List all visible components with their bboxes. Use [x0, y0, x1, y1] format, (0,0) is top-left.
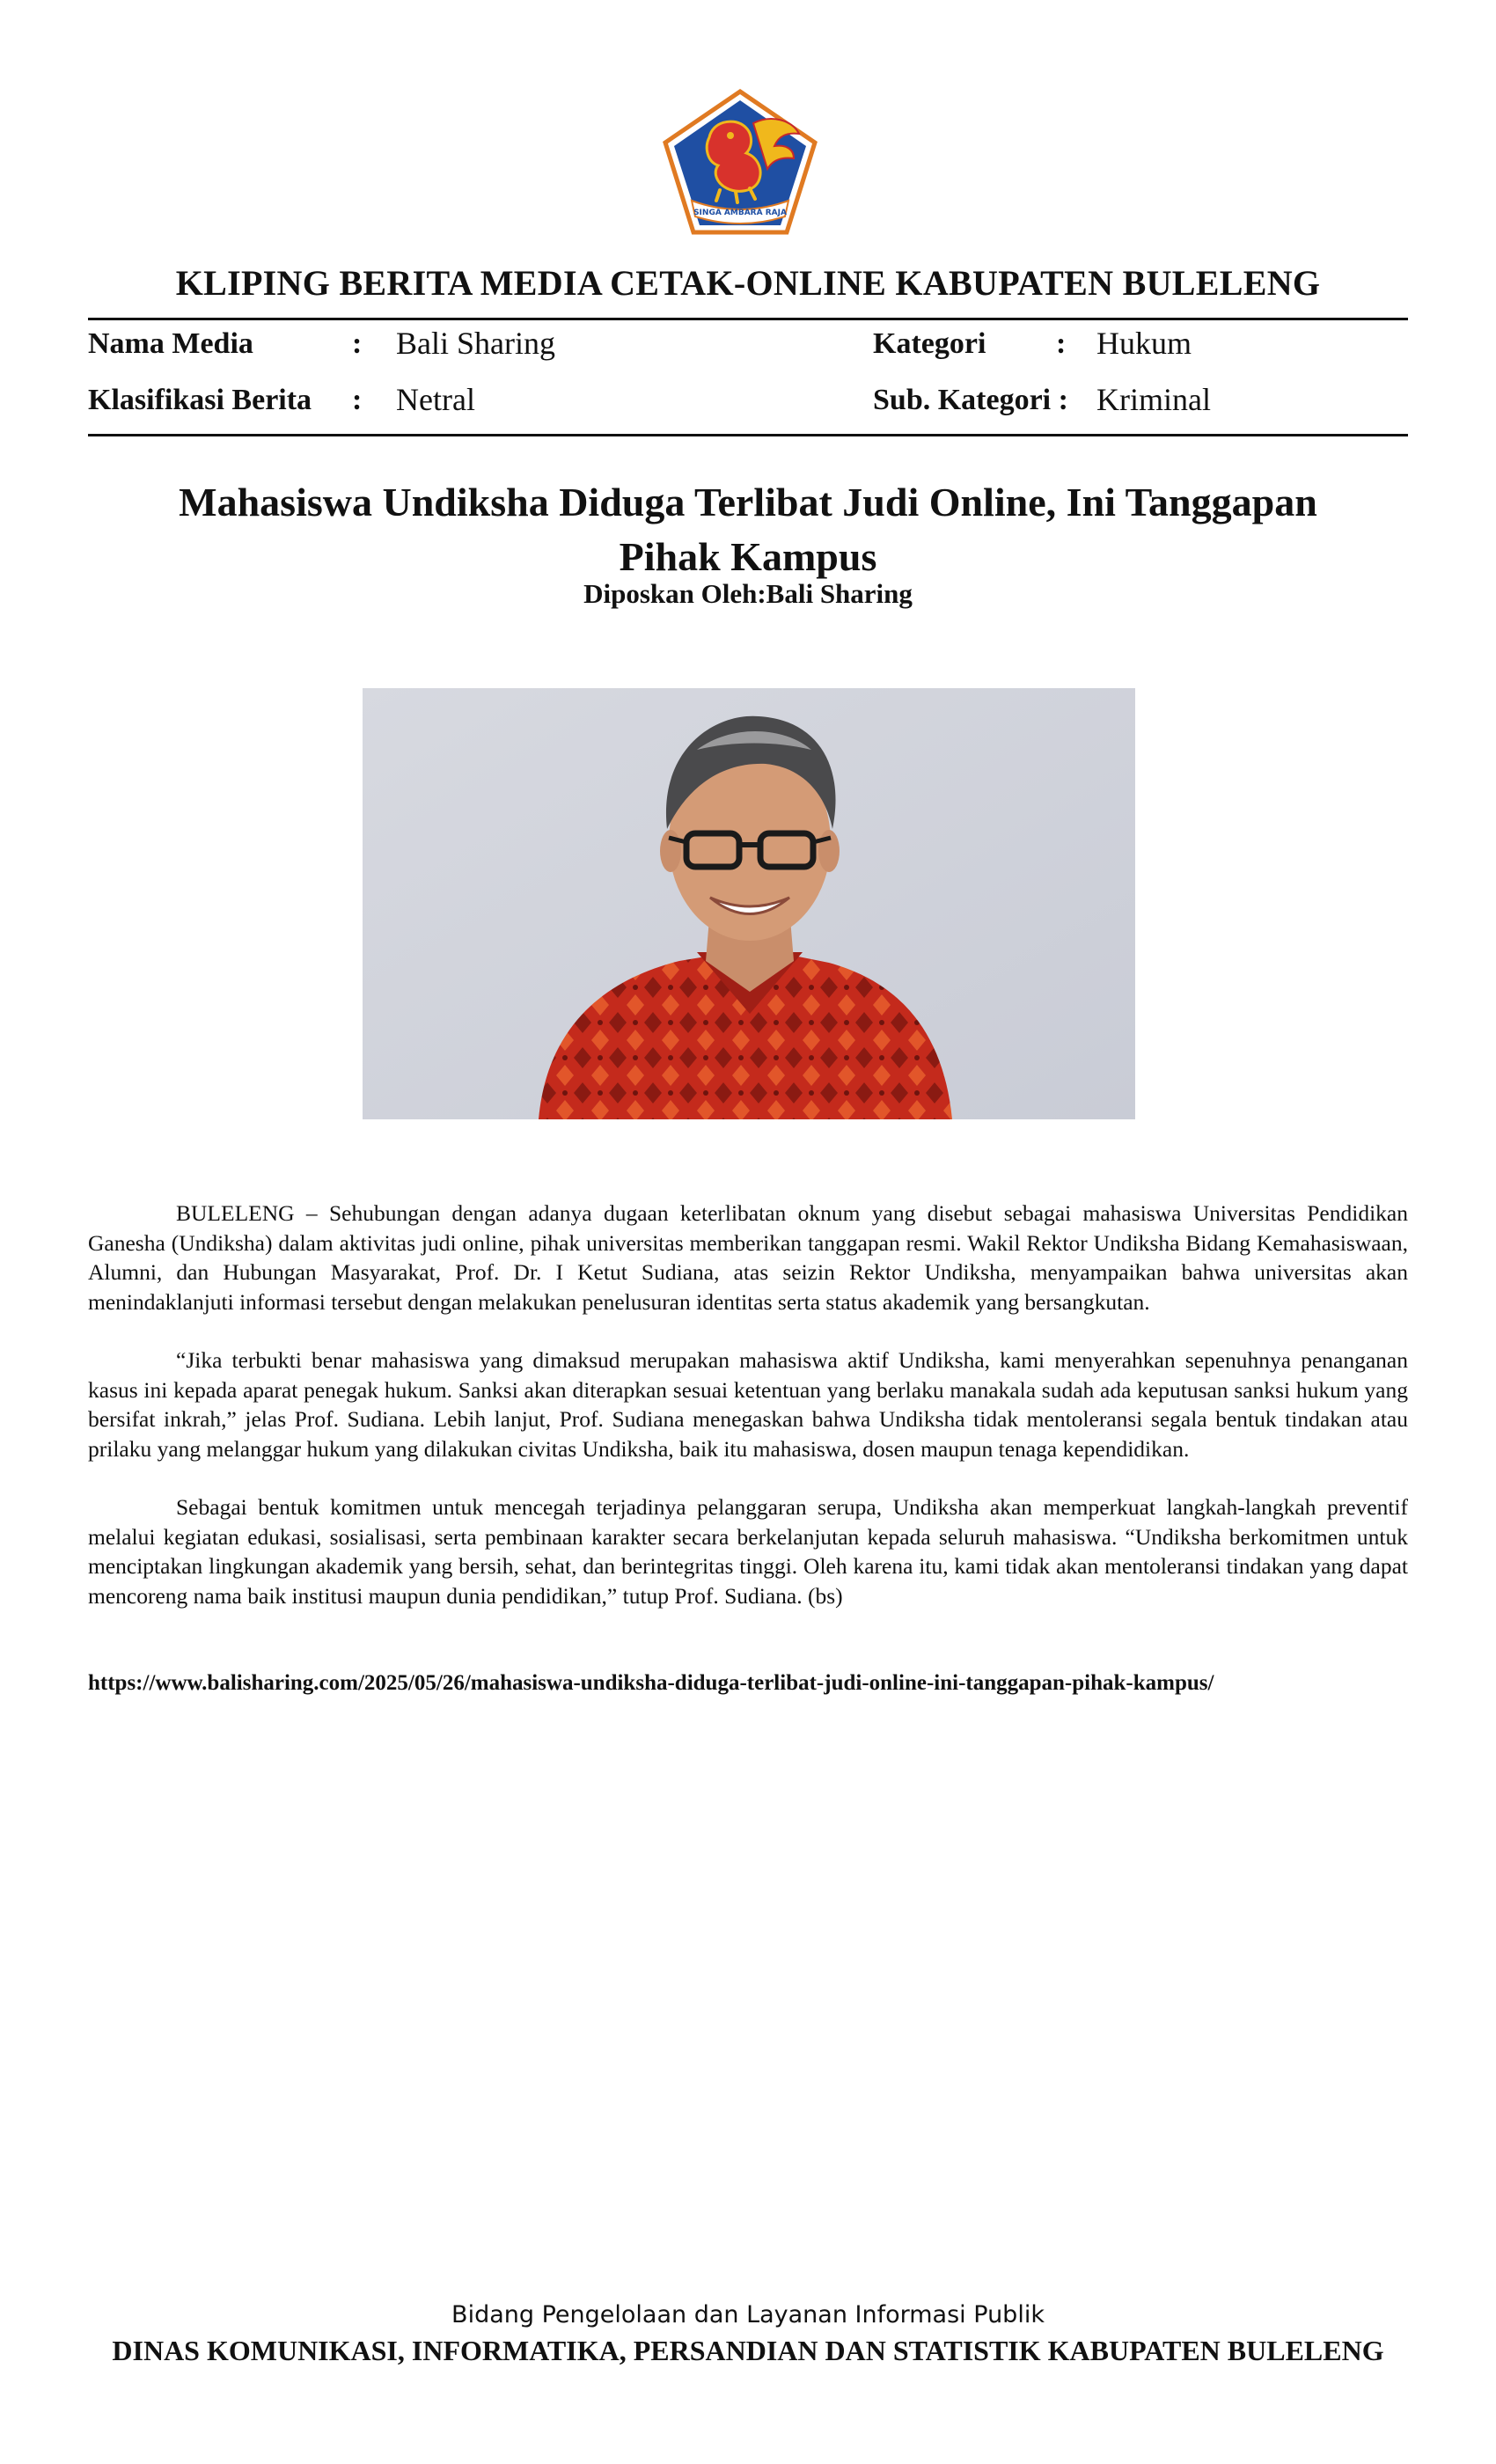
source-url-link[interactable]: https://www.balisharing.com/2025/05/26/mahasiswa-undiksha-diduga-terlibat-judi-online-ini-tanggapan-pihak-kampus/	[88, 1671, 1214, 1695]
article-title	[123, 475, 1373, 584]
nama-media-value: Bali Sharing	[396, 326, 555, 361]
kategori-separator: :	[1056, 327, 1067, 360]
buleleng-regency-crest-icon	[662, 88, 818, 236]
footer-department: DINAS KOMUNIKASI, INFORMATIKA, PERSANDIAN DAN STATISTIK KABUPATEN BULELENG	[112, 2335, 1384, 2366]
nama-media-separator: :	[352, 327, 363, 360]
article-title-line-2: Pihak Kampus	[619, 534, 877, 579]
article-paragraph: “Jika terbukti benar mahasiswa yang dimaksud merupakan mahasiswa aktif Undiksha, kami menyerahkan sepenuhnya penanganan kasus ini kepada aparat penegak hukum. Sanksi akan diterapkan sesuai ketentuan yang berlaku manakala sudah ada keputusan sanksi hukum yang bersifat inkrah,” jelas Prof. Sudiana. Lebih lanjut, Prof. Sudiana menegaskan bahwa Undiksha tidak mentoleransi segala bentuk tindakan atau prilaku yang melanggar hukum yang dilakukan civitas Undiksha, baik itu mahasiswa, dosen maupun tenaga kependidikan.	[88, 1347, 1408, 1462]
header-divider-top	[88, 318, 1408, 320]
svg-text:SINGA AMBARA RAJA: SINGA AMBARA RAJA	[693, 209, 787, 217]
article-paragraph: BULELENG – Sehubungan dengan adanya dugaan keterlibatan oknum yang disebut sebagai mahasiswa Universitas Pendidikan Ganesha (Undiksha) dalam aktivitas judi online, pihak universitas memberikan tanggapan resmi. Wakil Rektor Undiksha Bidang Kemahasiswaan, Alumni, dan Hubungan Masyarakat, Prof. Dr. I Ketut Sudiana, atas seizin Rektor Undiksha, menyampaikan bahwa universitas akan menindaklanjuti informasi tersebut dengan melakukan penelusuran identitas serta status akademik yang bersangkutan.	[88, 1200, 1408, 1315]
clipping-header-title: KLIPING BERITA MEDIA CETAK-ONLINE KABUPATEN BULELENG	[175, 263, 1321, 303]
kategori-label: Kategori	[873, 327, 986, 360]
header-divider-bottom	[88, 434, 1408, 436]
article-byline: Diposkan Oleh:Bali Sharing	[583, 578, 913, 609]
article-body	[88, 1199, 1408, 1639]
article-title-line-1: Mahasiswa Undiksha Diduga Terlibat Judi Online, Ini Tanggapan	[179, 480, 1317, 524]
nama-media-label: Nama Media	[88, 327, 253, 360]
klasifikasi-separator: :	[352, 384, 363, 416]
article-photo	[363, 688, 1135, 1119]
klasifikasi-berita-value: Netral	[396, 382, 475, 417]
sub-kategori-value: Kriminal	[1096, 382, 1211, 417]
kategori-value: Hukum	[1096, 326, 1192, 361]
sub-kategori-label: Sub. Kategori :	[873, 384, 1068, 416]
article-paragraph: Sebagai bentuk komitmen untuk mencegah terjadinya pelanggaran serupa, Undiksha akan memperkuat langkah-langkah preventif melalui kegiatan edukasi, sosialisasi, serta pembinaan karakter secara berkelanjutan kepada seluruh mahasiswa. “Undiksha berkomitmen untuk menciptakan lingkungan akademik yang bersih, sehat, dan berintegritas tinggi. Oleh karena itu, kami tidak akan mentoleransi tindakan yang dapat mencoreng nama baik institusi maupun dunia pendidikan,” tutup Prof. Sudiana. (bs)	[88, 1494, 1408, 1609]
footer-subtitle: Bidang Pengelolaan dan Layanan Informasi Publik	[451, 2301, 1045, 2328]
klasifikasi-berita-label: Klasifikasi Berita	[88, 384, 312, 416]
